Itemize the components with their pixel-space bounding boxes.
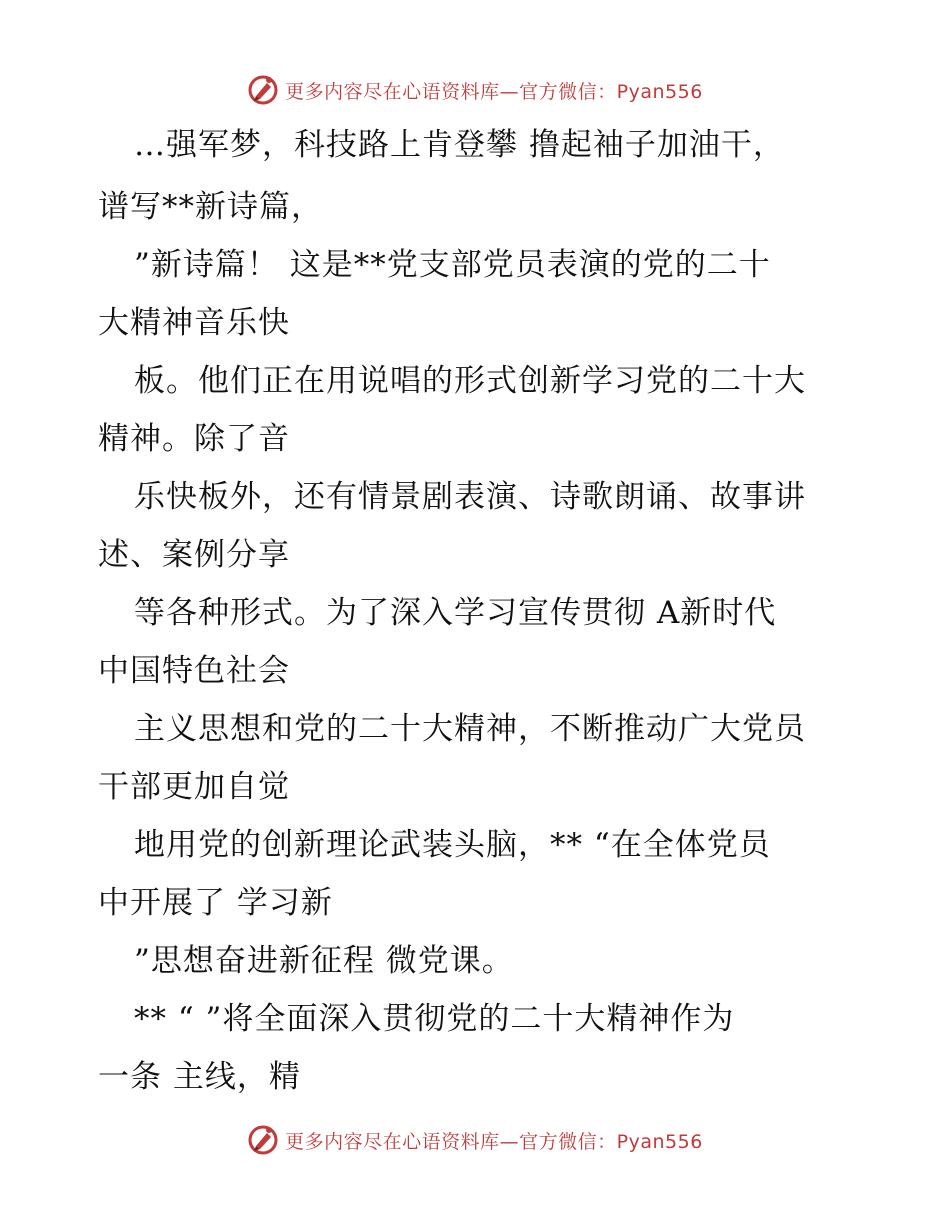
pen-logo-icon <box>247 1124 279 1156</box>
text-line: 精神。除了音 <box>98 421 290 457</box>
text-line: …强军梦，科技路上肯登攀 撸起袖子加油干， <box>134 127 785 163</box>
text-line: 等各种形式。为了深入学习宣传贯彻 A新时代 <box>134 595 777 631</box>
text-line: ”新诗篇！ 这是**党支部党员表演的党的二十 <box>134 247 771 283</box>
text-line: 一条 主线，精 <box>98 1059 301 1095</box>
text-line: 乐快板外，还有情景剧表演、诗歌朗诵、故事讲 <box>134 479 806 515</box>
text-line: 地用党的创新理论武装头脑，** “在全体党员 <box>134 827 771 863</box>
text-line: 中国特色社会 <box>98 653 290 689</box>
pen-logo-icon <box>247 74 279 106</box>
text-line: ”思想奋进新征程 微党课。 <box>134 943 514 979</box>
footer-banner <box>0 1120 950 1160</box>
text-line: 干部更加自觉 <box>98 769 290 805</box>
header-banner <box>0 70 950 110</box>
text-line: 中开展了 学习新 <box>98 885 333 921</box>
text-line: 板。他们正在用说唱的形式创新学习党的二十大 <box>134 363 806 399</box>
text-line: 述、案例分享 <box>98 537 290 573</box>
footer-banner-text: 更多内容尽在心语资料库—官方微信：Pyan556 <box>285 1130 703 1153</box>
text-line: 主义思想和党的二十大精神，不断推动广大党员 <box>134 711 806 747</box>
text-line: 谱写**新诗篇， <box>98 189 323 225</box>
header-banner-text: 更多内容尽在心语资料库—官方微信：Pyan556 <box>285 80 703 103</box>
text-line: 大精神音乐快 <box>98 305 290 341</box>
text-line: ** “ ”将全面深入贯彻党的二十大精神作为 <box>134 1001 735 1037</box>
